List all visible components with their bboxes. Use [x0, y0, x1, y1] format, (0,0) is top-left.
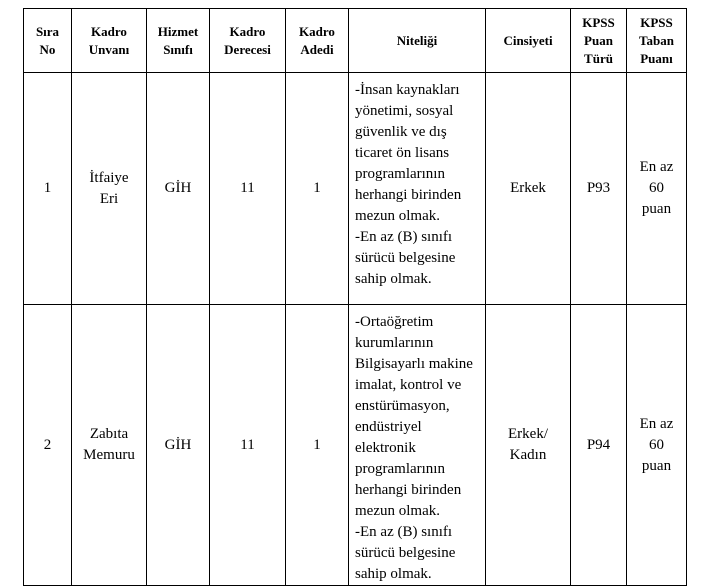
header-kadro-adedi: Kadro Adedi [286, 9, 349, 73]
cell-kadro-derecesi: 11 [210, 73, 286, 305]
header-hizmet-sinifi: Hizmet Sınıfı [147, 9, 210, 73]
cell-niteligi: -Ortaöğretim kurumlarının Bilgisayarlı makine imalat, kontrol ve enstürümasyon, endüstriyel elektronik programlarının herhangi birinden mezun olmak. -En az (B) sınıfı sürücü belgesine sahip olmak. [349, 305, 486, 586]
cell-niteligi: -İnsan kaynakları yönetimi, sosyal güvenlik ve dış ticaret ön lisans programlarının herhangi birinden mezun olmak. -En az (B) sınıfı sürücü belgesine sahip olmak. [349, 73, 486, 305]
cell-kadro-adedi: 1 [286, 73, 349, 305]
cell-cinsiyeti: Erkek [486, 73, 571, 305]
cell-kadro-unvani: Zabıta Memuru [72, 305, 147, 586]
cell-hizmet-sinifi: GİH [147, 73, 210, 305]
cell-kadro-derecesi: 11 [210, 305, 286, 586]
header-niteligi: Niteliği [349, 9, 486, 73]
cell-cinsiyeti: Erkek/ Kadın [486, 305, 571, 586]
cell-kadro-unvani: İtfaiye Eri [72, 73, 147, 305]
table-row [24, 73, 687, 305]
cell-kpss-puan-turu: P93 [571, 73, 627, 305]
cell-sira-no: 1 [24, 73, 72, 305]
header-kpss-taban-puani: KPSS Taban Puanı [627, 9, 687, 73]
header-row [24, 9, 687, 73]
cell-kadro-adedi: 1 [286, 305, 349, 586]
cell-hizmet-sinifi: GİH [147, 305, 210, 586]
header-kadro-unvani: Kadro Unvanı [72, 9, 147, 73]
header-sira-no: Sıra No [24, 9, 72, 73]
cell-kpss-taban-puani: En az 60 puan [627, 73, 687, 305]
cell-kpss-puan-turu: P94 [571, 305, 627, 586]
header-cinsiyeti: Cinsiyeti [486, 9, 571, 73]
kadro-table [23, 8, 687, 586]
header-kpss-puan-turu: KPSS Puan Türü [571, 9, 627, 73]
table-row [24, 305, 687, 586]
cell-sira-no: 2 [24, 305, 72, 586]
header-kadro-derecesi: Kadro Derecesi [210, 9, 286, 73]
cell-kpss-taban-puani: En az 60 puan [627, 305, 687, 586]
